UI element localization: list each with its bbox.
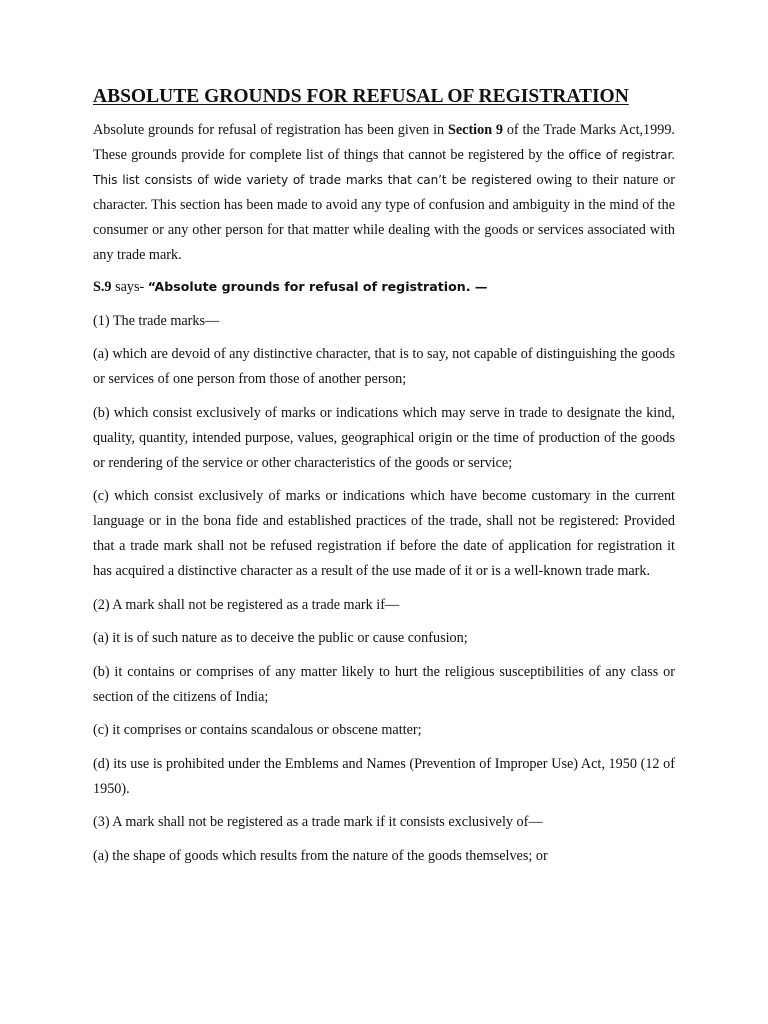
document-page (93, 84, 675, 877)
clause-2d: (d) its use is prohibited under the Emblems and Names (Prevention of Improper Use) Act, 1950 (12 of 1950). (93, 755, 675, 797)
section-label: S.9 (93, 279, 112, 295)
clause-1b: (b) which consist exclusively of marks or indications which may serve in trade to designate the kind, quality, quantity, intended purpose, values, geographical origin or the time of production of the goods or rendering of the service or other characteristics of the goods or service; (93, 404, 675, 471)
clause-2: (2) A mark shall not be registered as a trade mark if— (93, 596, 400, 613)
section-quote-line (93, 274, 675, 300)
intro-paragraph (93, 118, 675, 268)
clause-2b: (b) it contains or comprises of any matter likely to hurt the religious susceptibilities of any class or section of the citizens of India; (93, 663, 675, 705)
clause-3: (3) A mark shall not be registered as a trade mark if it consists exclusively of— (93, 814, 543, 830)
intro-text-2: of the Trade Marks Act,1999. These grounds provide for complete list of things that cannot be registered by the (93, 122, 675, 163)
intro-text-1: Absolute grounds for refusal of registration has been given in (93, 122, 448, 138)
document-title: ABSOLUTE GROUNDS FOR REFUSAL OF REGISTRATION (93, 86, 629, 107)
section-says: says- (111, 279, 148, 295)
section-heading: “Absolute grounds for refusal of registration. — (147, 279, 488, 294)
intro-text-3: owing to their nature or character. This section has been made to avoid any type of confusion and ambiguity in the mind of the consumer or any other person for that matter while dealing with the goods or services associated with any trade mark. (93, 172, 675, 263)
clause-1: (1) The trade marks— (93, 312, 220, 329)
clause-2c: (c) it comprises or contains scandalous or obscene matter; (93, 722, 422, 738)
section-reference: Section 9 (447, 122, 503, 138)
intro-text-sans: office of registrar. This list consists of wide variety of trade marks that can’t be registered (93, 148, 675, 187)
clause-1a: (a) which are devoid of any distinctive character, that is to say, not capable of distinguishing the goods or services of one person from those of another person; (93, 346, 675, 387)
clause-3a: (a) the shape of goods which results from the nature of the goods themselves; or (93, 847, 548, 864)
clause-2a: (a) it is of such nature as to deceive the public or cause confusion; (93, 630, 468, 646)
clause-1c: (c) which consist exclusively of marks or indications which have become customary in the current language or in the bona fide and established practices of the trade, shall not be registered: Provided that a trade mark shall not be refused registration if before the date of application for registration it has acquired a distinctive character as a result of the use made of it or is a well-known trade mark. (93, 488, 675, 579)
